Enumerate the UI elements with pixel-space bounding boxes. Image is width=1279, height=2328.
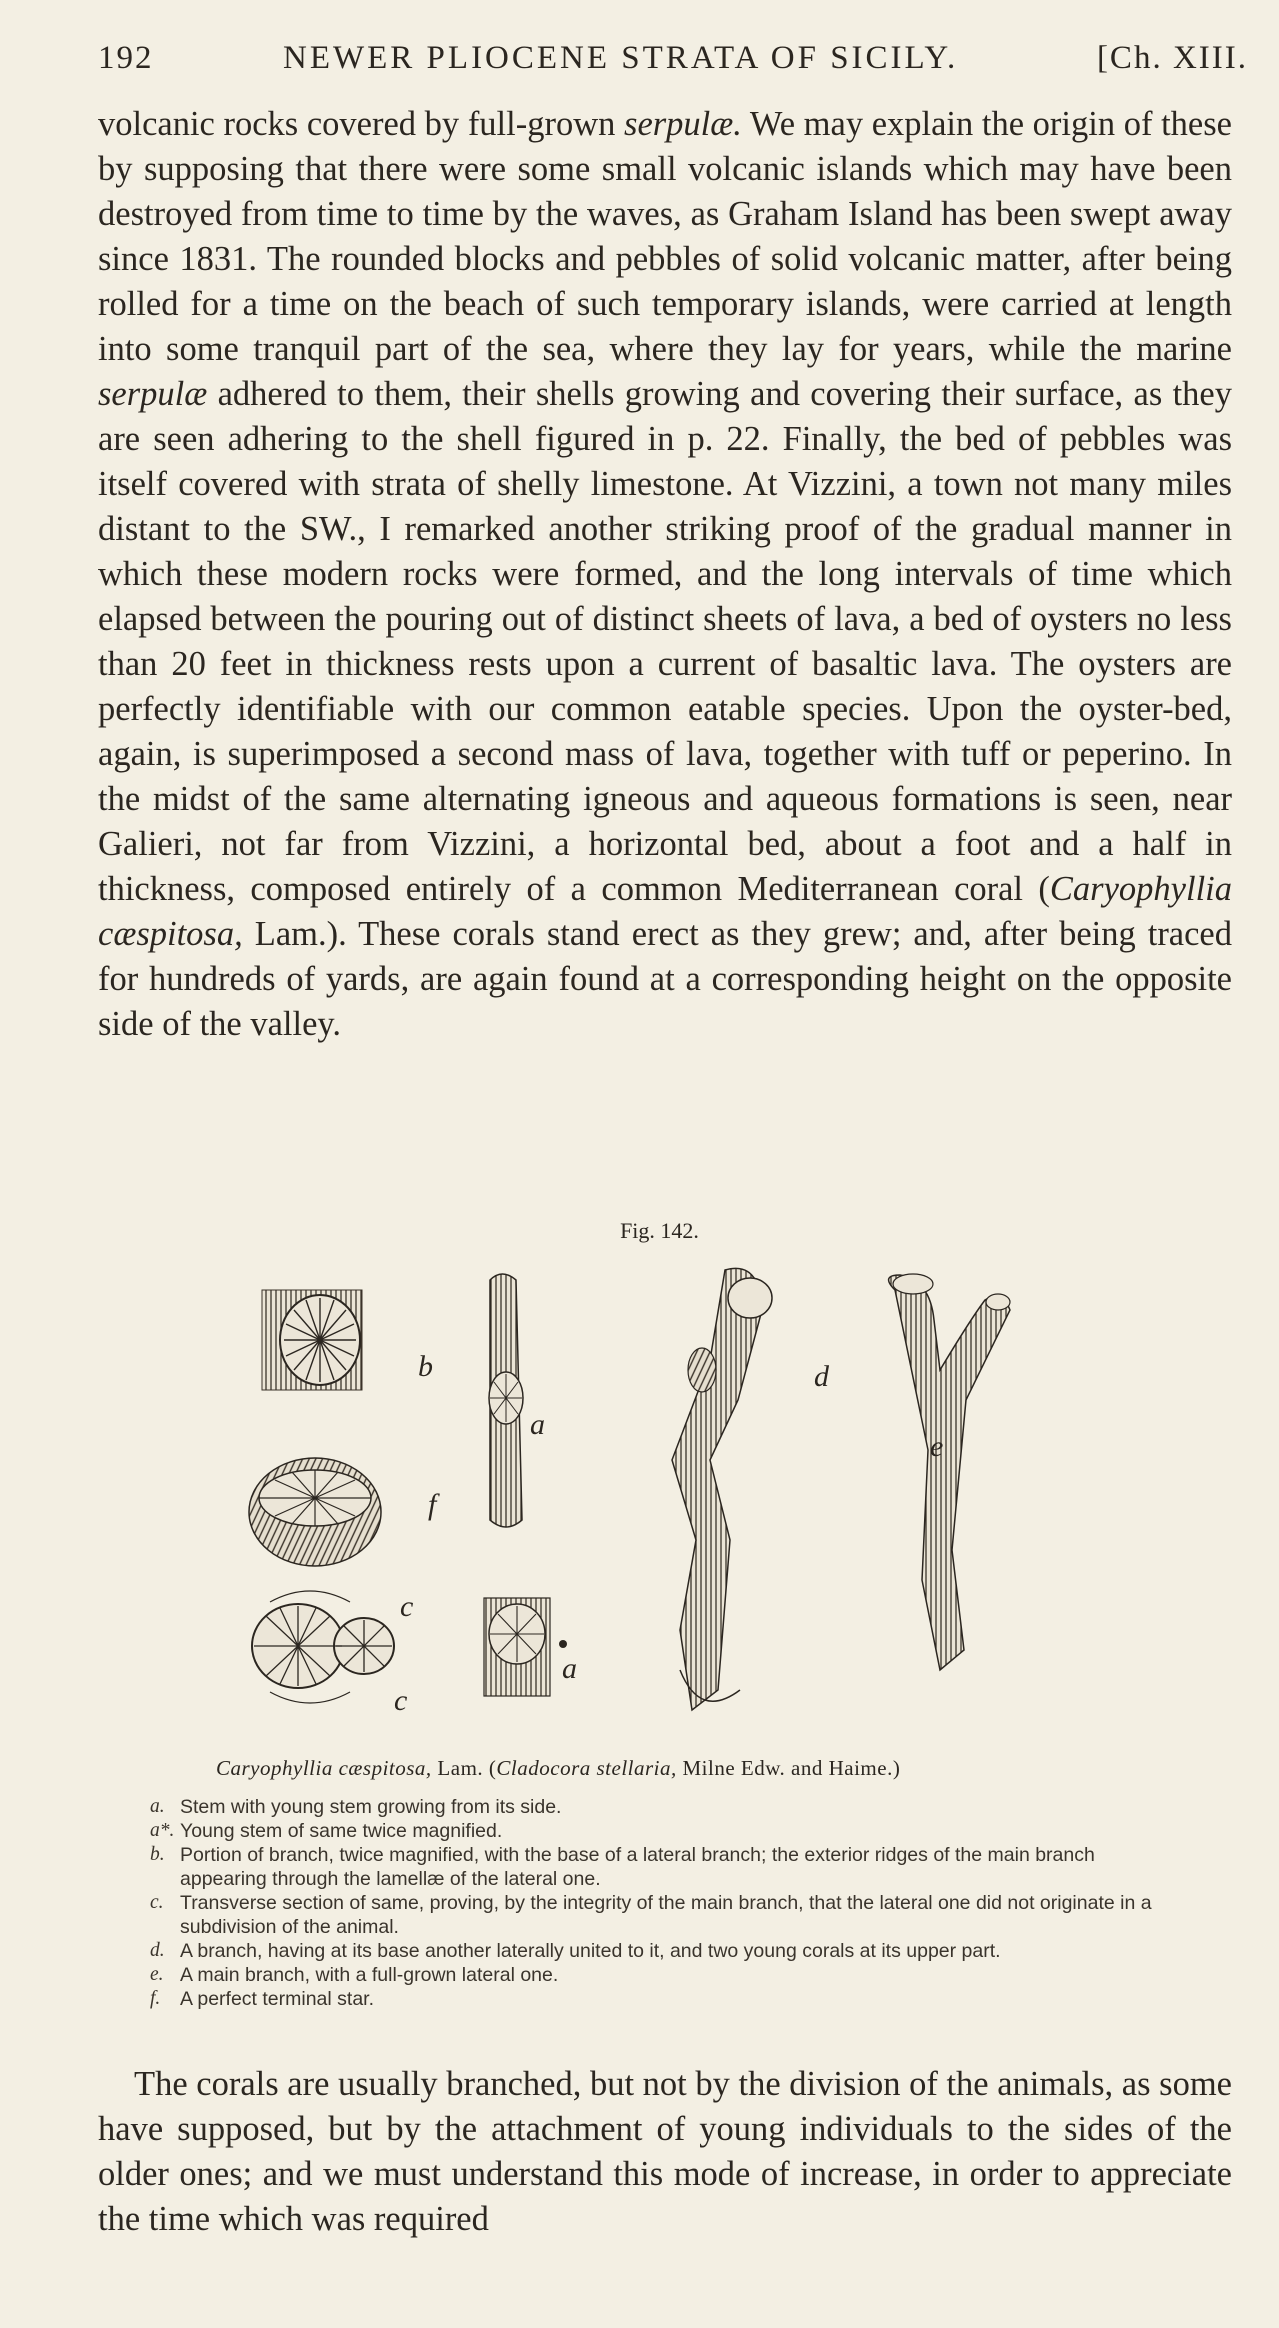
legend-item bbox=[150, 1819, 1180, 1843]
legend-key: a. bbox=[150, 1796, 165, 1817]
legend-item bbox=[150, 1891, 1180, 1939]
text-run: We may explain the origin of these by supposing that there were some small volcanic islands which may have been destroyed from time to time by the waves, as Graham Island has been swept away since 1831. The rounded blocks and pebbles of solid volcanic matter, after being rolled for a time on the beach of such temporary islands, were carried at length into some tranquil part of the sea, where they lay for years, while the marine bbox=[98, 105, 1232, 368]
italic-term: serpulæ bbox=[98, 375, 208, 413]
legend-text: Stem with young stem growing from its side. bbox=[180, 1796, 562, 1818]
legend-key: b. bbox=[150, 1844, 165, 1865]
legend-text: A branch, having at its base another laterally united to it, and two young corals at its upper part. bbox=[180, 1940, 1001, 1962]
figure-caption bbox=[216, 1756, 1176, 1781]
label-a-star: a bbox=[562, 1652, 577, 1685]
legend-key: a*. bbox=[150, 1820, 175, 1841]
legend-item bbox=[150, 1795, 1180, 1819]
chapter-reference: [Ch. XIII. bbox=[1096, 40, 1248, 76]
legend-text: A perfect terminal star. bbox=[180, 1988, 375, 2010]
label-f: f bbox=[428, 1488, 437, 1521]
species-name: Caryophyllia cæspitosa, bbox=[98, 870, 1232, 953]
specimen-f-drawing bbox=[249, 1458, 381, 1566]
legend-key: e. bbox=[150, 1964, 164, 1985]
legend-item bbox=[150, 1939, 1180, 1963]
caption-species: Caryophyllia cæspitosa, bbox=[216, 1756, 432, 1780]
caption-alt-species: Cladocora stellaria, bbox=[496, 1756, 677, 1780]
running-title: NEWER PLIOCENE STRATA OF SICILY. bbox=[283, 40, 959, 76]
figure-legend bbox=[150, 1795, 1180, 2011]
label-b: b bbox=[418, 1350, 433, 1383]
coral-engraving bbox=[240, 1250, 1080, 1730]
coral-figure bbox=[240, 1250, 1080, 1730]
text-run: volcanic rocks covered by full-grown bbox=[98, 105, 625, 143]
page-number: 192 bbox=[98, 40, 154, 76]
figure-label: Fig. 142. bbox=[620, 1218, 699, 1243]
specimen-d-drawing bbox=[672, 1268, 772, 1710]
legend-text: Young stem of same twice magnified. bbox=[180, 1820, 503, 1842]
specimen-b-drawing bbox=[262, 1290, 362, 1390]
legend-text: Transverse section of same, proving, by the integrity of the main branch, that the lateral one did not originate in a subdivision of the animal. bbox=[180, 1892, 1152, 1938]
paragraph-2: The corals are usually branched, but not by the division of the animals, as some have supposed, but by the attachment of young individuals to the sides of the older ones; and we must understand this mode of increase, in order to appreciate the time which was required bbox=[98, 2065, 1232, 2238]
caption-text: Milne Edw. and Haime.) bbox=[676, 1756, 901, 1780]
specimen-a-star-drawing bbox=[484, 1598, 567, 1696]
caption-text: Lam. ( bbox=[431, 1756, 497, 1780]
running-header bbox=[98, 40, 1248, 90]
italic-term: serpulæ. bbox=[624, 105, 742, 143]
paragraph-1 bbox=[98, 102, 1232, 1047]
legend-text: Portion of branch, twice magnified, with the base of a lateral branch; the exterior ridges of the main branch appearing through the lamellæ of the lateral one. bbox=[180, 1844, 1095, 1890]
legend-item bbox=[150, 1963, 1180, 1987]
label-c-bottom: c bbox=[394, 1684, 408, 1717]
label-e: e bbox=[930, 1430, 944, 1463]
label-d: d bbox=[814, 1360, 829, 1393]
legend-item bbox=[150, 1987, 1180, 2011]
legend-item bbox=[150, 1843, 1180, 1891]
specimen-c-drawing bbox=[252, 1591, 394, 1703]
label-a: a bbox=[530, 1408, 545, 1441]
legend-key: d. bbox=[150, 1940, 165, 1961]
legend-text: A main branch, with a full-grown lateral one. bbox=[180, 1964, 559, 1986]
legend-key: f. bbox=[150, 1988, 161, 2009]
specimen-a-drawing bbox=[489, 1274, 523, 1527]
text-run: Lam.). These corals stand erect as they grew; and, after being traced for hundreds of yards, are again found at a corresponding height on the opposite side of the valley. bbox=[98, 915, 1232, 1043]
text-run: adhered to them, their shells growing and covering their surface, as they are seen adhering to the shell figured in p. 22. Finally, the bed of pebbles was itself covered with strata of shelly limestone. At Vizzini, a town not many miles distant to the SW., I remarked another striking proof of the gradual manner in which these modern rocks were formed, and the long intervals of time which elapsed between the pouring out of distinct sheets of lava, a bed of oysters no less than 20 feet in thickness rests upon a current of basaltic lava. The oysters are perfectly identifiable with our common eatable species. Upon the oyster-bed, again, is superimposed a second mass of lava, together with tuff or peperino. In the midst of the same alternating igneous and aqueous formations is seen, near Galieri, not far from Vizzini, a horizontal bed, about a foot and a half in thickness, composed entirely of a common Mediterranean coral ( bbox=[98, 375, 1232, 908]
legend-key: c. bbox=[150, 1892, 164, 1913]
specimen-e-drawing bbox=[889, 1274, 1010, 1670]
label-c-top: c bbox=[400, 1590, 414, 1623]
